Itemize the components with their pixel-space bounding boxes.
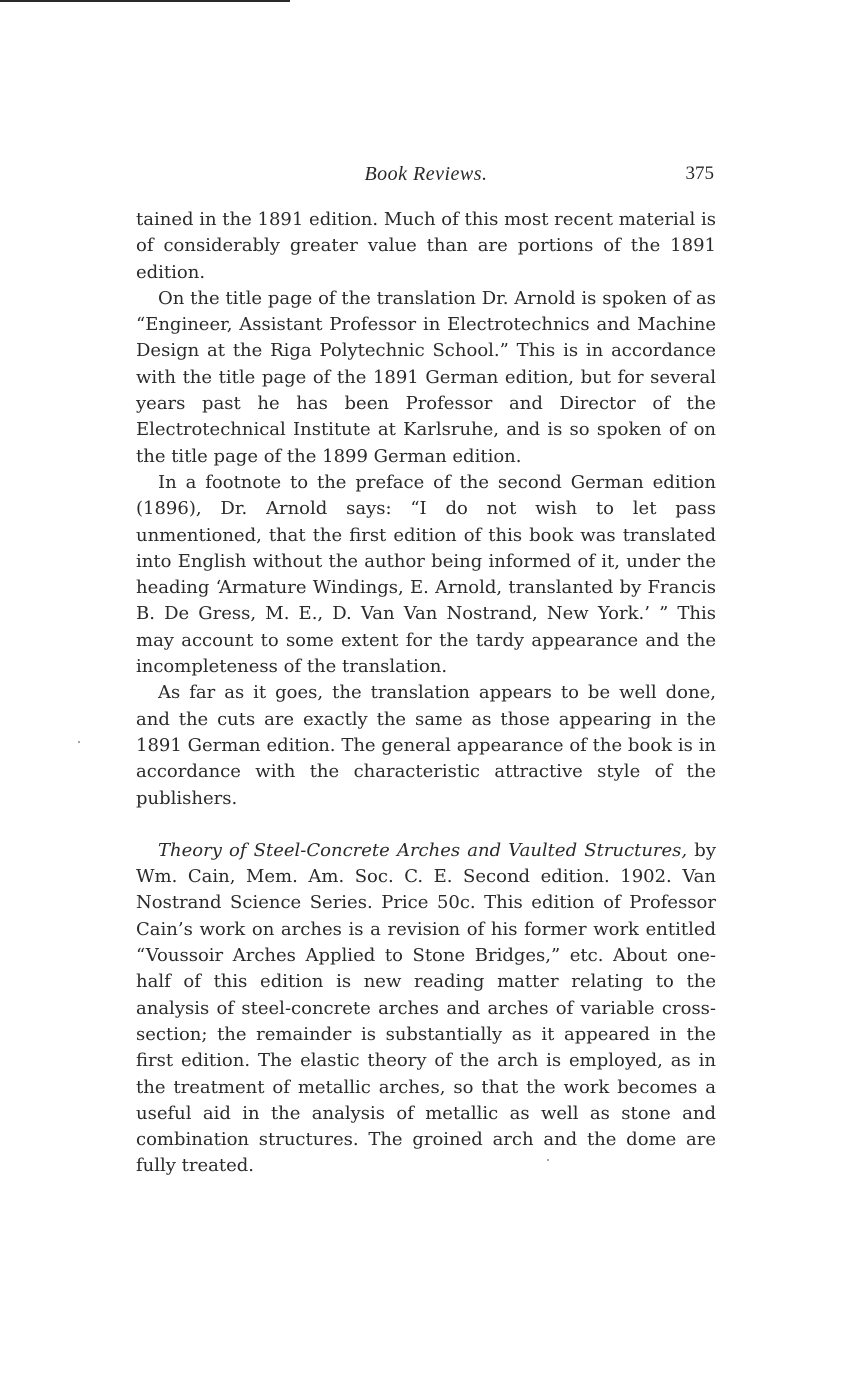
paper-speck xyxy=(78,741,80,743)
running-title: Book Reviews. xyxy=(364,163,488,185)
review-book-title: Theory of Steel-Concrete Arches and Vaulted Structures, xyxy=(158,839,688,861)
paragraph-footnote: In a footnote to the preface of the second German edition (1896), Dr. Arnold says: “I do not wish to let pass unmentioned, that the first edition of this book was translated into English without the author being informed of it, under the heading ‘Armature Windings, E. Arnold, translanted by Francis B. De Gress, M. E., D. Van Van Nostrand, New York.’ ” This may account to some extent for the tardy appearance and the incompleteness of the translation. xyxy=(136,471,716,678)
paragraph-continuation: tained in the 1891 edition. Much of this most recent material is of considerably greater value than are portions of the 1891 edition. xyxy=(136,209,716,283)
paragraph-title-page: On the title page of the translation Dr. Arnold is spoken of as “Engineer, Assistant Professor in Electrotechnics and Machine Design at the Riga Polytechnic School.” This is in accordance with the title page of the 1891 German edition, but for several years past he has been Professor and Director of the Electrotechnical Institute at Karlsruhe, and is so spoken of on the title page of the 1899 German edition. xyxy=(136,287,716,467)
review-entry xyxy=(136,838,716,1180)
body-text xyxy=(136,207,716,1180)
page-number: 375 xyxy=(685,163,714,184)
review-text: by Wm. Cain, Mem. Am. Soc. C. E. Second edition. 1902. Van Nostrand Science Series. Price 50c. This edition of Professor Cain’s work on arches is a revision of his former work entitled “Voussoir Arches Applied to Stone Bridges,” etc. About one-half of this edition is new reading matter relating to the analysis of steel-concrete arches and arches of variable cross-section; the remainder is substantially as it appeared in the first edition. The elastic theory of the arch is employed, as in the treatment of metallic arches, so that the work becomes a useful aid in the analysis of metallic as well as stone and combination structures. The groined arch and the dome are fully treated. xyxy=(136,839,716,1177)
running-head xyxy=(136,163,716,189)
paragraph-assessment: As far as it goes, the translation appears to be well done, and the cuts are exactly the same as those appearing in the 1891 German edition. The general appearance of the book is in accordance with the characteristic attractive style of the publishers. xyxy=(136,682,716,809)
paper-speck xyxy=(547,1159,549,1161)
top-edge-rule xyxy=(0,0,290,2)
